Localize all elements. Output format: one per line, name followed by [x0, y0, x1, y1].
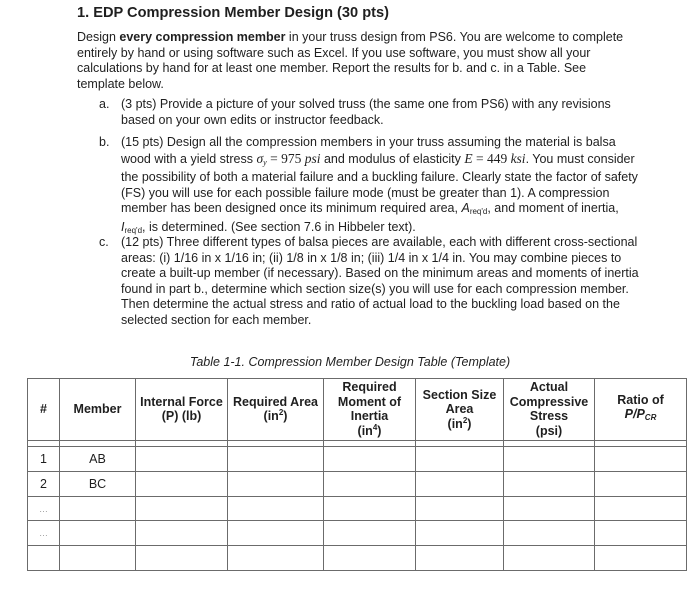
- cell-stress: [504, 471, 595, 496]
- header-inertia-exponent: 4: [372, 422, 378, 432]
- part-c-label: c.: [99, 235, 109, 249]
- cell-area: [228, 546, 324, 571]
- e-symbol: E: [464, 150, 473, 166]
- cell-area: [228, 496, 324, 521]
- cell-force: [136, 496, 228, 521]
- row-number: 1: [28, 447, 60, 472]
- header-required-area: [228, 379, 324, 441]
- cell-ratio: [595, 546, 687, 571]
- header-area-paren: ): [283, 409, 288, 424]
- cell-inertia: [324, 496, 416, 521]
- part-a: [99, 97, 644, 128]
- header-section-unit: (in: [447, 416, 463, 431]
- yield-equals: =: [266, 150, 282, 166]
- cell-area: [228, 471, 324, 496]
- row-number: 2: [28, 471, 60, 496]
- row-member: BC: [60, 471, 136, 496]
- cell-stress: [504, 521, 595, 546]
- cell-section: [416, 496, 504, 521]
- part-c: [99, 235, 644, 328]
- sigma-subscript: y: [263, 157, 267, 167]
- header-ratio-line2: P/P: [624, 407, 645, 422]
- part-a-label: a.: [99, 97, 110, 111]
- header-section-paren: ): [467, 416, 472, 431]
- row-number: …: [28, 496, 60, 521]
- header-section-area: [416, 379, 504, 441]
- header-ratio: [595, 379, 687, 441]
- table-row: [28, 521, 687, 546]
- modulus-value: 449: [486, 150, 508, 166]
- header-inertia-paren: ): [377, 423, 382, 438]
- header-force-label: Internal Force: [140, 394, 223, 409]
- header-area-exponent: 2: [278, 408, 284, 418]
- yield-value: 975: [281, 150, 302, 166]
- part-b: [99, 135, 644, 238]
- cell-force: [136, 521, 228, 546]
- row-member: [60, 546, 136, 571]
- row-member: [60, 521, 136, 546]
- header-area-unit: (in: [263, 409, 279, 424]
- cell-force: [136, 546, 228, 571]
- part-c-text: (12 pts) Three different types of balsa pieces are available, each with different cross-sectional areas: (i) 1/16 in x 1/16 in; (ii) 1/8 in x 1/8 in; (iii) 1/4 in x 1/4 in. You may combine pieces to create a built-up member (if necessary). Based on the minimum areas and moments of inertia found in part b., determine which section size(s) you will use for each compression member. Then determine the actual stress and ratio of actual load to the buckling load based on the selected section for each member.: [121, 235, 639, 327]
- cell-force: [136, 447, 228, 472]
- part-b-label: b.: [99, 135, 110, 149]
- cell-inertia: [324, 546, 416, 571]
- part-a-text: (3 pts) Provide a picture of your solved truss (the same one from PS6) with any revisions based on your own edits or instructor feedback.: [121, 97, 611, 127]
- cell-ratio: [595, 471, 687, 496]
- table-row: [28, 471, 687, 496]
- header-required-inertia: [324, 379, 416, 441]
- header-stress-line1: Actual: [529, 380, 569, 395]
- table-header-row: [28, 379, 687, 441]
- intro-emphasis: every compression member: [119, 30, 286, 44]
- header-force-unit: (P) (lb): [161, 409, 202, 424]
- cell-stress: [504, 546, 595, 571]
- table-row: [28, 496, 687, 521]
- cell-force: [136, 471, 228, 496]
- yield-unit: psi: [304, 150, 321, 166]
- modulus-equals: =: [472, 150, 487, 166]
- intro-text-start: Design: [77, 30, 120, 44]
- header-area-label: Required Area: [233, 394, 318, 409]
- modulus-formula: [464, 151, 525, 166]
- cell-area: [228, 447, 324, 472]
- header-stress-unit: (psi): [535, 423, 563, 438]
- header-inertia-line1: Required: [342, 380, 397, 395]
- header-stress-line2: Compressive: [509, 394, 589, 409]
- cell-inertia: [324, 521, 416, 546]
- modulus-unit: ksi: [510, 150, 526, 166]
- header-inertia-line2: Moment of: [337, 394, 402, 409]
- row-member: [60, 496, 136, 521]
- area-symbol: A: [461, 201, 470, 215]
- cell-stress: [504, 496, 595, 521]
- header-inertia-unit: (in: [357, 423, 373, 438]
- cell-ratio: [595, 447, 687, 472]
- header-member: Member: [60, 379, 136, 441]
- cell-ratio: [595, 521, 687, 546]
- cell-ratio: [595, 496, 687, 521]
- cell-section: [416, 447, 504, 472]
- header-inertia-line3: Inertia: [350, 409, 389, 424]
- part-b-text-3: . You must consider the possibility of both a material failure and a buckling failure. Clearly state the factor of safety (FS) you will use for each possible failure mode (must be greater than 1). A compression member has been designed once its minimum required area,: [121, 151, 638, 215]
- intro-text-end: in your truss design from PS6. You are welcome to complete entirely by hand or using software such as Excel. If you use software, you must show all your calculations by hand for at least one member. Report the results for b. and c. in a Table. See template below.: [77, 30, 624, 91]
- header-section-exponent: 2: [462, 415, 468, 425]
- inertia-subscript: req'd: [124, 225, 143, 235]
- cell-section: [416, 521, 504, 546]
- sigma-symbol: σ: [256, 150, 264, 166]
- part-b-text: [121, 135, 644, 238]
- header-stress-line3: Stress: [529, 409, 569, 424]
- part-b-text-5: , is determined. (See section 7.6 in Hibbeler text).: [142, 219, 416, 234]
- cell-inertia: [324, 447, 416, 472]
- part-b-text-2: and modulus of elasticity: [320, 151, 465, 166]
- cell-section: [416, 546, 504, 571]
- question-intro: [77, 30, 637, 92]
- cell-section: [416, 471, 504, 496]
- header-section-line1: Section Size: [422, 387, 497, 402]
- table-caption: Table 1-1. Compression Member Design Table (Template): [189, 355, 511, 369]
- header-internal-force: [136, 379, 228, 441]
- row-number: …: [28, 521, 60, 546]
- cell-stress: [504, 447, 595, 472]
- design-table: [27, 378, 687, 571]
- inertia-symbol: I: [121, 219, 125, 234]
- table-row: [28, 546, 687, 571]
- area-subscript: req'd: [469, 207, 488, 216]
- cell-inertia: [324, 471, 416, 496]
- part-b-text-1: (15 pts) Design all the compression members in your truss assuming the material is balsa wood with a yield stress: [121, 135, 616, 166]
- header-number: #: [28, 379, 60, 441]
- question-title: 1. EDP Compression Member Design (30 pts): [77, 5, 389, 21]
- header-ratio-subscript: CR: [644, 413, 657, 423]
- header-actual-stress: [504, 379, 595, 441]
- row-number: [28, 546, 60, 571]
- cell-area: [228, 521, 324, 546]
- header-section-line2: Area: [445, 402, 474, 417]
- part-b-text-4: , and moment of inertia,: [487, 201, 619, 215]
- row-member: AB: [60, 447, 136, 472]
- yield-stress-formula: [256, 151, 320, 166]
- header-ratio-line1: Ratio of: [617, 392, 664, 407]
- table-row: [28, 447, 687, 472]
